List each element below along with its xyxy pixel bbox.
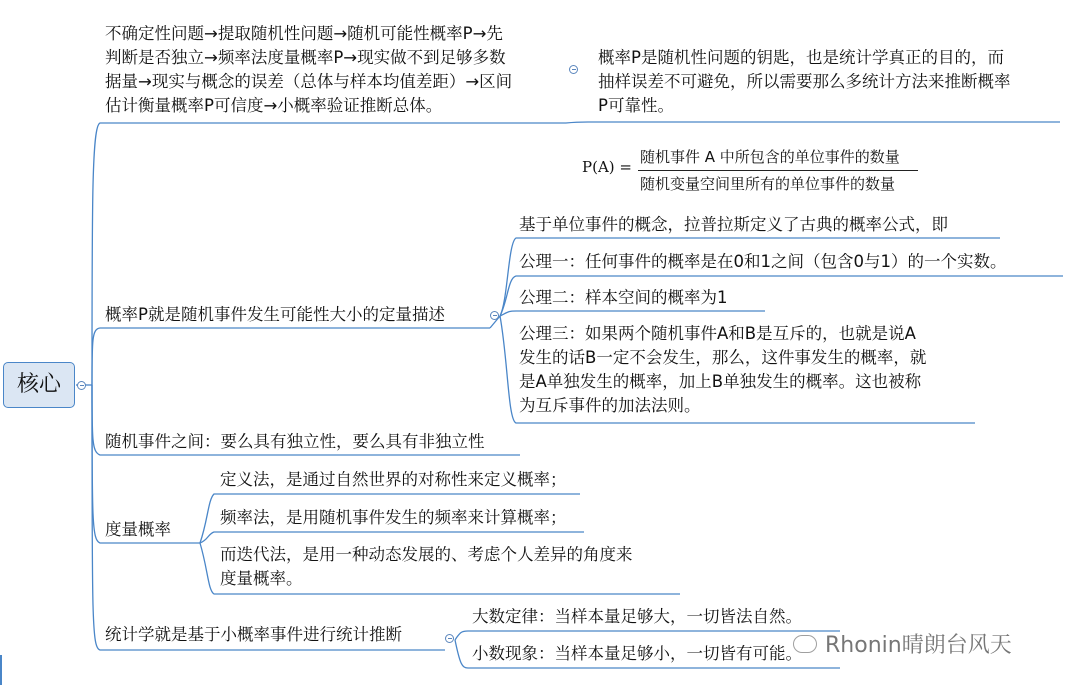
probability-formula — [582, 146, 922, 194]
branch1-child-line: 概率P是随机性问题的钥匙，也是统计学真正的目的，而 — [598, 48, 1004, 67]
branch5-node[interactable]: 统计学就是基于小概率事件进行统计推断 — [105, 625, 402, 644]
axiom3-line: 公理三：如果两个随机事件A和B是互斥的，也就是说A — [519, 324, 916, 343]
branch3-node[interactable]: 随机事件之间：要么具有独立性，要么具有非独立性 — [105, 432, 485, 451]
branch2-child-node[interactable] — [519, 322, 926, 418]
branch1-line: 判断是否独立→频率法度量概率P→现实做不到足够多数 — [105, 48, 506, 67]
axiom3-line: 为互斥事件的加法法则。 — [519, 396, 701, 415]
formula-denominator: 随机变量空间里所有的单位事件的数量 — [640, 175, 896, 193]
watermark-text: Rhonin晴朗台风天 — [825, 633, 1012, 658]
branch2-child-node[interactable]: 基于单位事件的概念，拉普拉斯定义了古典的概率公式，即 — [519, 215, 948, 234]
branch1-child-line: 抽样误差不可避免，所以需要那么多统计方法来推断概率 — [598, 72, 1011, 91]
branch2-collapse-icon[interactable] — [490, 311, 499, 320]
root-node[interactable]: 核心 — [3, 362, 75, 408]
branch2-child-node[interactable]: 公理二：样本空间的概率为1 — [519, 288, 728, 307]
axiom3-line: 发生的话B一定不会发生，那么，这件事发生的概率，就 — [519, 348, 927, 367]
branch5-child-node[interactable]: 小数现象：当样本量足够小，一切皆有可能。 — [472, 644, 802, 663]
branch2-node[interactable]: 概率P就是随机事件发生可能性大小的定量描述 — [105, 305, 445, 324]
wechat-icon — [793, 635, 817, 653]
formula-numerator: 随机事件 A 中所包含的单位事件的数量 — [640, 148, 900, 166]
branch1-collapse-icon[interactable] — [569, 65, 578, 74]
formula-fraction-bar — [638, 170, 918, 171]
branch1-node[interactable] — [105, 22, 512, 118]
branch4-child-line: 度量概率。 — [220, 569, 303, 588]
branch4-child-node[interactable]: 定义法，是通过自然世界的对称性来定义概率； — [220, 470, 567, 489]
branch5-child-node[interactable]: 大数定律：当样本量足够大，一切皆法自然。 — [472, 607, 802, 626]
branch1-child-node[interactable] — [598, 46, 1011, 118]
branch1-line: 估计衡量概率P可信度→小概率验证推断总体。 — [105, 96, 443, 115]
branch1-child-line: P可靠性。 — [598, 96, 674, 115]
branch4-node[interactable]: 度量概率 — [105, 520, 171, 539]
axiom3-line: 是A单独发生的概率，加上B单独发生的概率。这也被称 — [519, 372, 922, 391]
branch1-line: 据量→现实与概念的误差（总体与样本均值差距）→区间 — [105, 72, 513, 91]
branch2-child-node[interactable]: 公理一：任何事件的概率是在0和1之间（包含0与1）的一个实数。 — [519, 252, 1007, 271]
left-edge-marker — [0, 655, 2, 685]
branch4-child-node[interactable] — [220, 543, 633, 591]
branch4-child-node[interactable]: 频率法，是用随机事件发生的频率来计算概率； — [220, 508, 567, 527]
formula-lhs: P(A) = — [582, 158, 632, 176]
branch1-line: 不确定性问题→提取随机性问题→随机可能性概率P→先 — [105, 24, 503, 43]
branch4-child-line: 而迭代法，是用一种动态发展的、考虑个人差异的角度来 — [220, 545, 633, 564]
branch5-collapse-icon[interactable] — [445, 634, 454, 643]
watermark — [793, 628, 1012, 659]
root-collapse-icon[interactable] — [77, 381, 86, 390]
